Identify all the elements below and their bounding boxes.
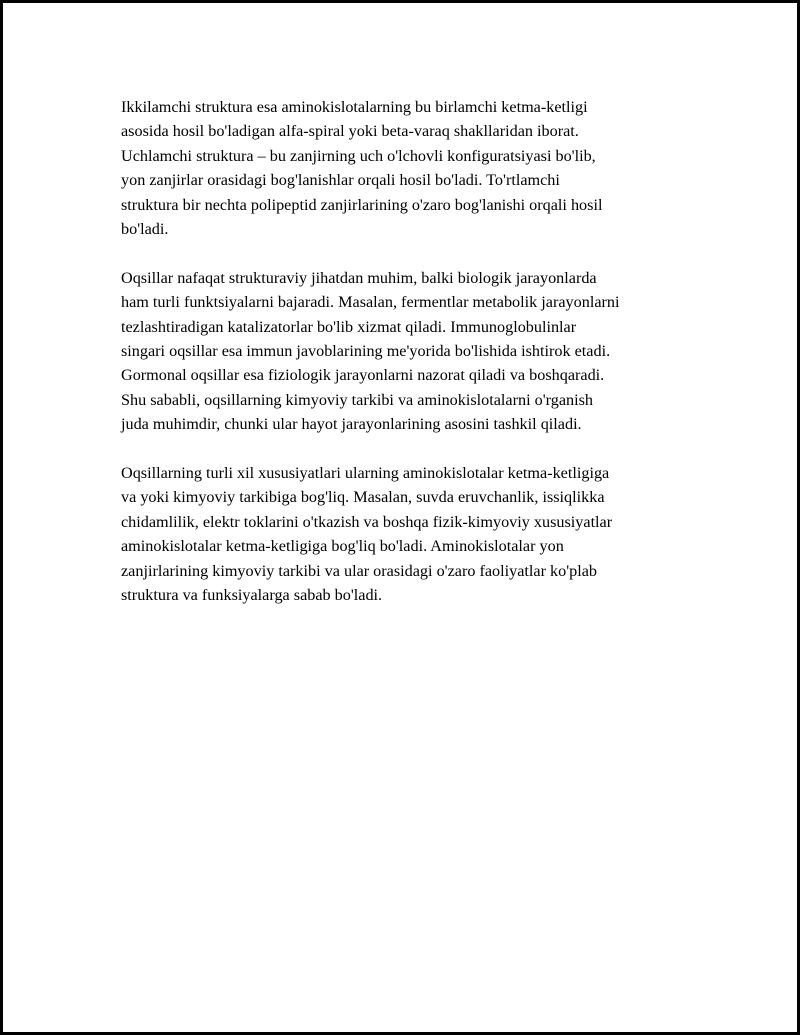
text-line: Uchlamchi struktura – bu zanjirning uch o'lchovli konfiguratsiyasi bo'lib, [121, 146, 596, 165]
text-line: Oqsillarning turli xil xususiyatlari ularning aminokislotalar ketma-ketligiga [121, 464, 610, 483]
paragraph-2 [121, 266, 701, 437]
text-line: aminokislotalar ketma-ketligiga bog'liq bo'ladi. Aminokislotalar yon [121, 537, 564, 556]
text-line: singari oqsillar esa immun javoblarining me'yorida bo'lishida ishtirok etadi. [121, 342, 611, 361]
paragraph-3 [121, 461, 701, 607]
text-line: juda muhimdir, chunki ular hayot jarayonlarining asosini tashkil qiladi. [121, 415, 582, 434]
text-line: struktura va funksiyalarga sabab bo'ladi. [121, 586, 383, 605]
text-line: Oqsillar nafaqat strukturaviy jihatdan muhim, balki biologik jarayonlarda [121, 268, 597, 287]
text-line: Shu sababli, oqsillarning kimyoviy tarkibi va aminokislotalarni o'rganish [121, 390, 593, 409]
text-line: Gormonal oqsillar esa fiziologik jarayonlarni nazorat qiladi va boshqaradi. [121, 366, 605, 385]
text-line: va yoki kimyoviy tarkibiga bog'liq. Masalan, suvda eruvchanlik, issiqlikka [121, 488, 605, 507]
paragraph-1 [121, 95, 701, 241]
document-body [121, 95, 701, 632]
text-line: bo'ladi. [121, 220, 169, 239]
text-line: asosida hosil bo'ladigan alfa-spiral yoki beta-varaq shakllaridan iborat. [121, 122, 579, 141]
text-line: ham turli funktsiyalarni bajaradi. Masalan, fermentlar metabolik jarayonlarni [121, 293, 620, 312]
text-line: Ikkilamchi struktura esa aminokislotalarning bu birlamchi ketma-ketligi [121, 98, 588, 116]
text-line: yon zanjirlar orasidagi bog'lanishlar orqali hosil bo'ladi. To'rtlamchi [121, 171, 560, 190]
text-line: zanjirlarining kimyoviy tarkibi va ular orasidagi o'zaro faoliyatlar ko'plab [121, 561, 598, 580]
text-line: chidamlilik, elektr toklarini o'tkazish va boshqa fizik-kimyoviy xususiyatlar [121, 512, 613, 531]
text-line: struktura bir nechta polipeptid zanjirlarining o'zaro bog'lanishi orqali hosil [121, 195, 603, 214]
text-line: tezlashtiradigan katalizatorlar bo'lib xizmat qiladi. Immunoglobulinlar [121, 317, 577, 336]
